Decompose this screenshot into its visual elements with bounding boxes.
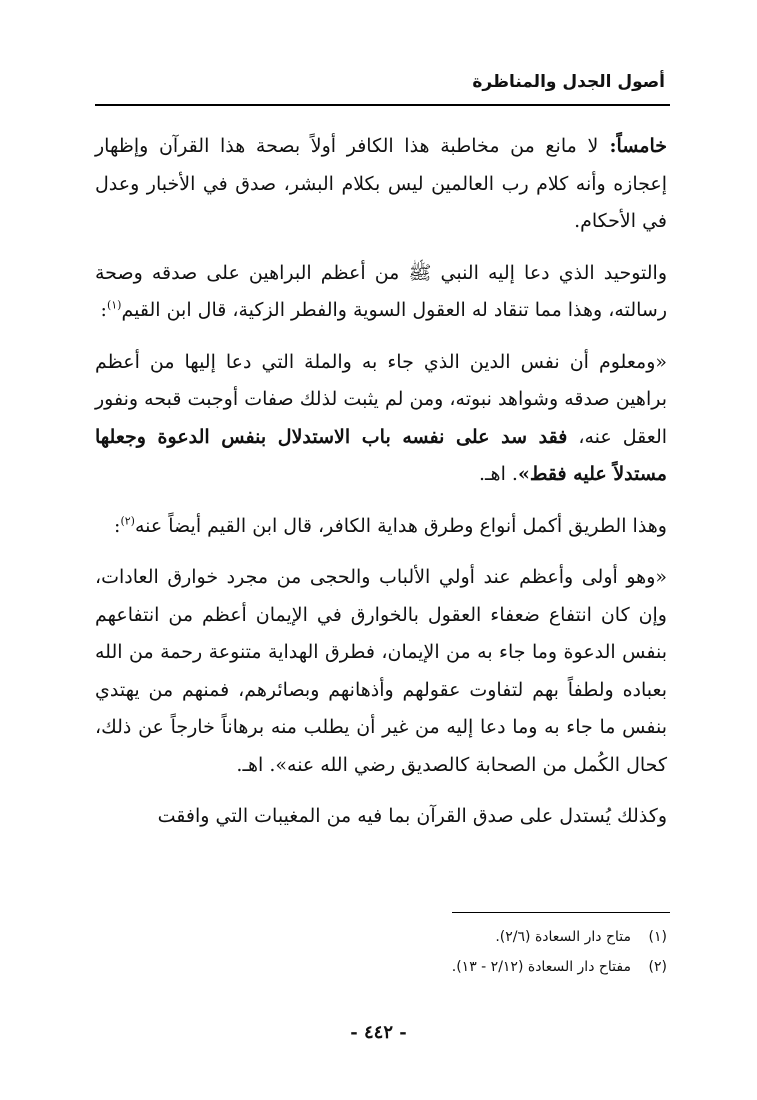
footnote-item: [95, 922, 667, 952]
footnote-number: (١): [648, 929, 667, 945]
paragraph: [95, 344, 667, 494]
footnote-marker: (٢): [120, 514, 135, 528]
footnote-text: مفتاح دار السعادة (٢/١٢ - ١٣).: [451, 959, 631, 975]
paragraph: [95, 798, 667, 836]
page-number: - ٤٤٢ -: [350, 1022, 407, 1043]
main-text: [95, 128, 667, 850]
text-run: :: [114, 514, 121, 537]
header-rule: [95, 104, 670, 106]
paragraph: [95, 508, 667, 546]
text-run: :: [100, 299, 107, 321]
text-run: وهذا الطريق أكمل أنواع وطرق هداية الكافر، قال ابن القيم أيضاً عنه: [134, 514, 667, 537]
footnote-rule: [452, 912, 670, 913]
text-run: «وهو أولى وأعظم عند أولي الألباب والحجى من مجرد خوارق العادات، وإن كان انتفاع ضعفاء العقول بالخوارق في الإيمان أعظم من انتفاعهم بنفس الدعوة وما جاء به من الإيمان، فطرق الهداية متنوعة رحمة من الله بعباده ولطفاً بهم لتفاوت عقولهم وأذهانهم وبصائرهم، فمنهم من يهتدي بنفس ما جاء به وما دعا إليه من غير أن يطلب منه برهاناً خارجاً عن ذلك، كحال الكُمل من الصحابة كالصديق رضي الله عنه». اهـ.: [95, 566, 667, 776]
text-run: «ومعلوم أن نفس الدين الذي جاء به والملة التي دعا إليها من أعظم براهين صدقه وشواهد نبوته، ومن لم يثبت لذلك صفات أوجبت قبحه ونفور العقل عنه،: [95, 350, 668, 448]
paragraph: [95, 559, 667, 784]
text-run: . اهـ.: [478, 463, 518, 485]
bold-text: فقد سد على نفسه باب الاستدلال بنفس الدعوة وجعلها مستدلاً عليه فقط»: [95, 425, 667, 485]
text-run: لا مانع من مخاطبة هذا الكافر أولاً بصحة هذا القرآن وإظهار إعجازه وأنه كلام رب العالمين ليس بكلام البشر، صدق في الأخبار وعدل في الأحكام.: [95, 135, 667, 232]
footnote-text: متاح دار السعادة (٢/٦).: [495, 929, 631, 945]
bold-text: خامساً:: [598, 135, 667, 157]
footnote-marker: (١): [106, 298, 122, 312]
text-run: والتوحيد الذي دعا إليه النبي ﷺ من أعظم البراهين على صدقه وصحة رسالته، وهذا مما تنقاد له العقول السوية والفطر الزكية، قال ابن القيم: [95, 261, 667, 321]
footnote-number: (٢): [648, 959, 667, 975]
footnote-item: [95, 952, 667, 982]
running-header-title: أصول الجدل والمناظرة: [472, 72, 665, 92]
paragraph: [95, 128, 667, 241]
paragraph: [95, 255, 667, 330]
text-run: وكذلك يُستدل على صدق القرآن بما فيه من المغيبات التي وافقت: [157, 805, 667, 827]
footnotes: [95, 922, 667, 982]
